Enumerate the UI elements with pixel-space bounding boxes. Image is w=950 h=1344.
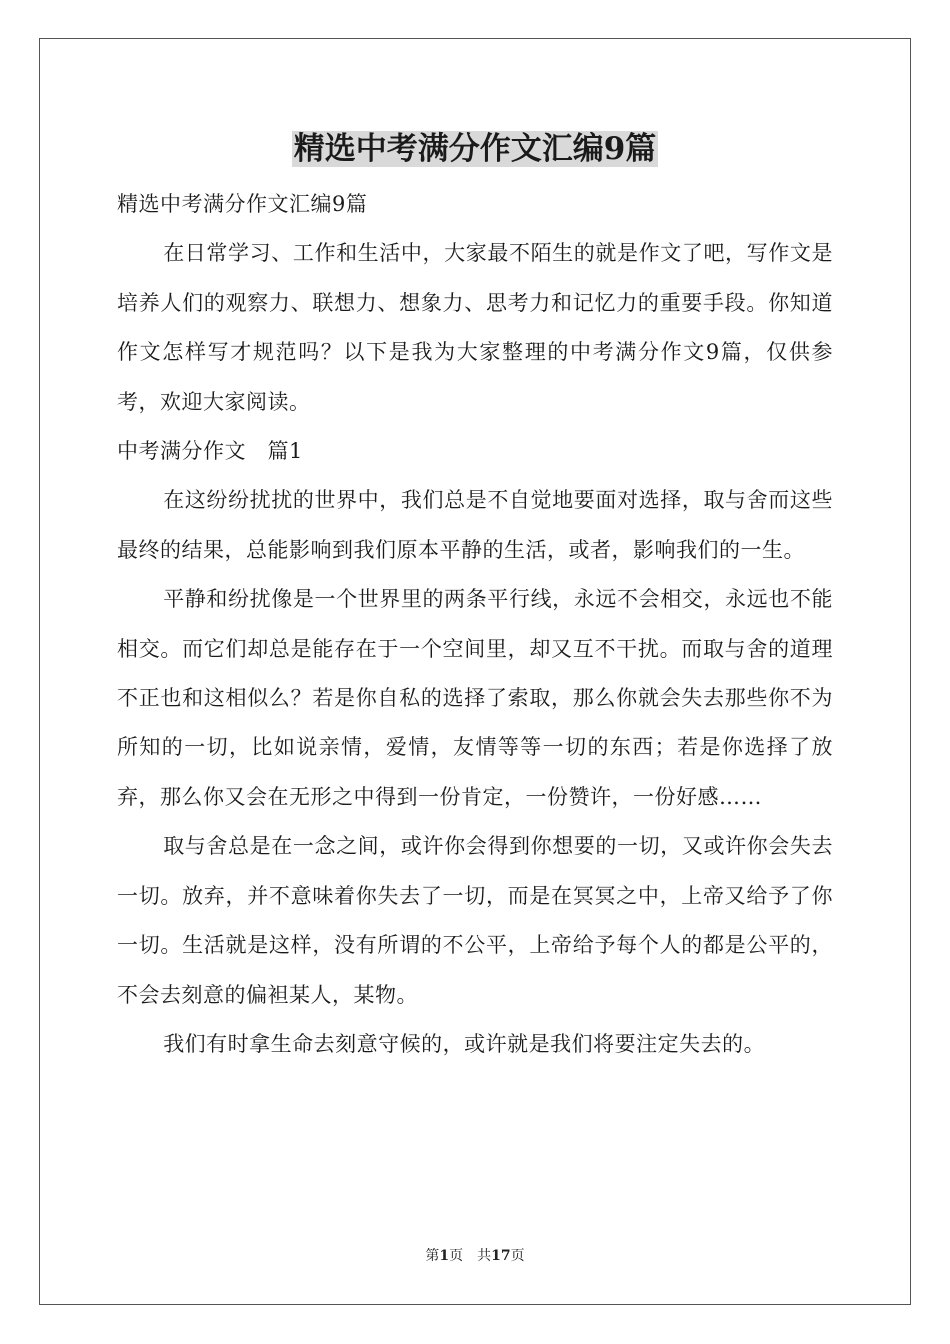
intro-paragraph: 在日常学习、工作和生活中，大家最不陌生的就是作文了吧，写作文是培养人们的观察力、联想力、想象力、思考力和记忆力的重要手段。你知道作文怎样写才规范吗？以下是我为大家整理的中考满分作文9篇，仅供参考，欢迎大家阅读。 xyxy=(117,241,833,414)
page-footer xyxy=(0,1246,950,1266)
page-total: 17 xyxy=(491,1248,511,1264)
body-paragraph-3: 取与舍总是在一念之间，或许你会得到你想要的一切，又或许你会失去一切。放弃，并不意味着你失去了一切，而是在冥冥之中，上帝又给予了你一切。生活就是这样，没有所谓的不公平，上帝给予每个人的都是公平的，不会去刻意的偏袒某人，某物。 xyxy=(117,834,833,1007)
page-suffix: 页 xyxy=(510,1248,525,1264)
document-title-text: 精选中考满分作文汇编9篇 xyxy=(293,131,657,167)
body-paragraph-1: 在这纷纷扰扰的世界中，我们总是不自觉地要面对选择，取与舍而这些最终的结果，总能影响到我们原本平静的生活，或者，影响我们的一生。 xyxy=(117,488,833,562)
section-heading: 中考满分作文 篇1 xyxy=(117,439,303,464)
document-body xyxy=(117,180,833,1069)
body-paragraph-2: 平静和纷扰像是一个世界里的两条平行线，永远不会相交，永远也不能相交。而它们却总是能存在于一个空间里，却又互不干扰。而取与舍的道理不正也和这相似么？若是你自私的选择了索取，那么你就会失去那些你不为所知的一切，比如说亲情，爱情，友情等等一切的东西；若是你选择了放弃，那么你又会在无形之中得到一份肯定，一份赞许，一份好感…… xyxy=(117,587,833,809)
document-subtitle: 精选中考满分作文汇编9篇 xyxy=(117,192,368,216)
body-paragraph-4: 我们有时拿生命去刻意守候的，或许就是我们将要注定失去的。 xyxy=(163,1031,766,1056)
page-mid: 页 共 xyxy=(449,1248,492,1264)
page-prefix: 第 xyxy=(425,1248,440,1264)
document-title xyxy=(0,126,950,172)
page-current: 1 xyxy=(439,1248,450,1264)
